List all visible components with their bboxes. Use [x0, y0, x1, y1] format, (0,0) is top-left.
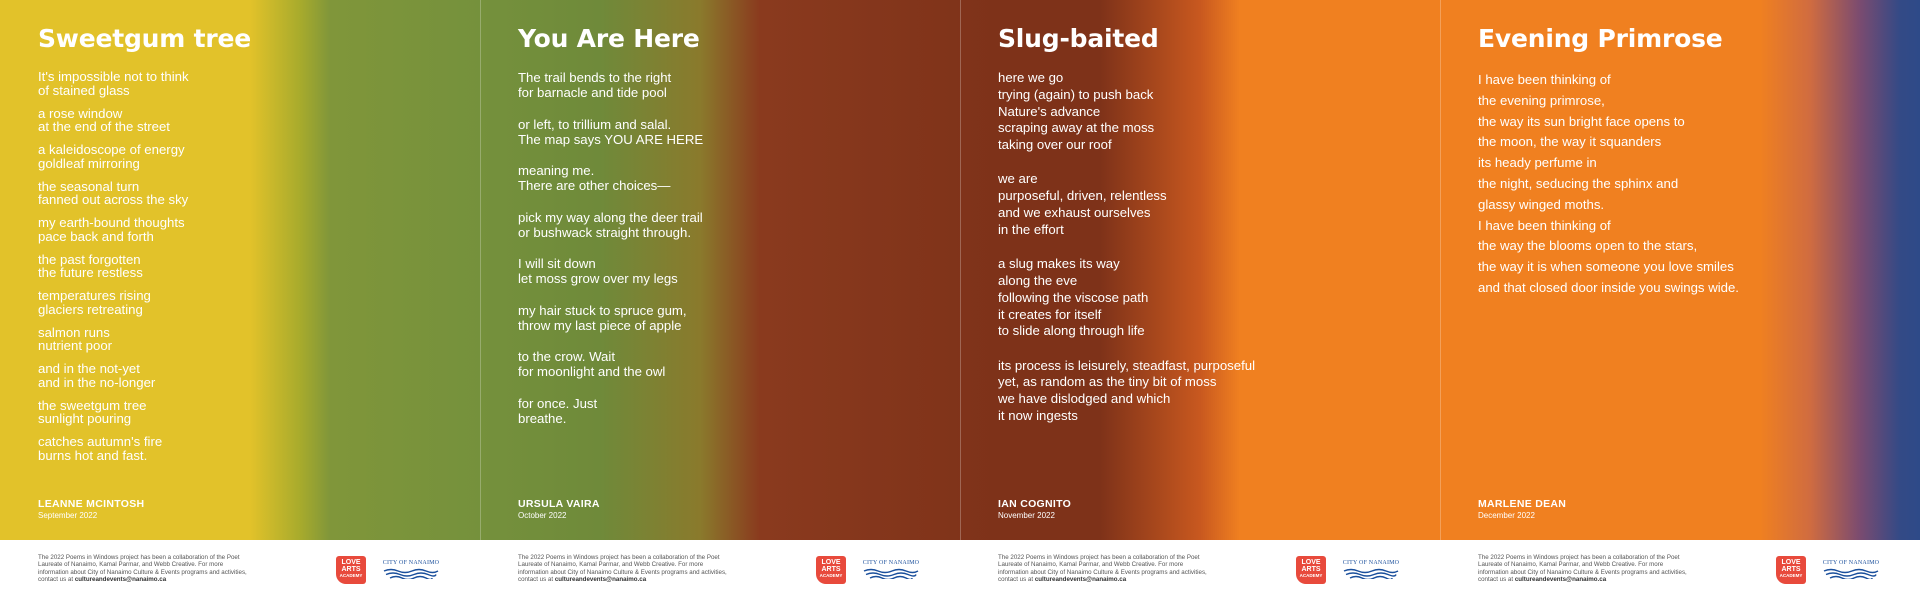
poem-stanza [998, 256, 1428, 340]
poem-date: December 2022 [1478, 511, 1535, 520]
poem-stanza [518, 349, 948, 379]
poet-name: MARLENE DEAN [1478, 498, 1567, 510]
poem-line: or left, to trillium and salal. [518, 116, 672, 132]
poem-line: the past forgotten [38, 251, 141, 267]
poem-line: at the end of the street [38, 119, 170, 134]
poem-line: glaciers retreating [38, 301, 143, 317]
poem-stanza [518, 163, 948, 193]
logo-lal-line: ARTS [341, 566, 361, 573]
credit-text: The 2022 Poems in Windows project has been a collaboration of the Poet Laureate of Nanaimo, Kamal Parmar, and Webb Creative. For more information about City of Nanaimo Culture & Events programs and activities, contact us at [518, 554, 727, 584]
poem-line: salmon runs [38, 324, 110, 340]
poem-line: and in the no-longer [38, 374, 156, 390]
poem-body [1478, 70, 1908, 299]
city-logo-text: CITY OF NANAIMO [382, 560, 440, 566]
poem-line: Nature's advance [998, 103, 1101, 119]
city-of-nanaimo-logo [382, 560, 440, 578]
city-logo-text: CITY OF NANAIMO [1822, 560, 1880, 566]
poem-stanza [518, 70, 948, 100]
credit-text: The 2022 Poems in Windows project has been a collaboration of the Poet Laureate of Nanaimo, Kamal Parmar, and Webb Creative. For more information about City of Nanaimo Culture & Events programs and activities, contact us at [38, 554, 247, 584]
poet-name: IAN COGNITO [998, 498, 1072, 510]
poem-line: following the viscose path [998, 289, 1149, 305]
poem-stanza [1478, 70, 1908, 299]
poem-line: to slide along through life [998, 323, 1145, 339]
poem-title: Sweetgum tree [38, 24, 252, 53]
project-credit [998, 554, 1213, 584]
credit-email: cultureandevents@nanaimo.ca [1034, 576, 1127, 584]
love-arts-academy-logo [1776, 556, 1806, 584]
poem-line: my earth-bound thoughts [38, 215, 185, 230]
wave-icon [382, 568, 440, 579]
wave-icon [1342, 568, 1400, 579]
poem-stanza [38, 362, 468, 389]
poem-line: I will sit down [518, 256, 596, 271]
logo-lal-line: LOVE [1781, 559, 1801, 566]
poem-line: scraping away at the moss [998, 120, 1155, 136]
poem-line: in the effort [998, 221, 1064, 237]
poem-line: it now ingests [998, 408, 1078, 424]
poem-line: trying (again) to push back [998, 86, 1154, 102]
poem-line: throw my last piece of apple [518, 317, 682, 333]
poem-line: fanned out across the sky [38, 192, 189, 207]
credit-text: The 2022 Poems in Windows project has been a collaboration of the Poet Laureate of Nanaimo, Kamal Parmar, and Webb Creative. For more information about City of Nanaimo Culture & Events programs and activities, contact us at [1478, 554, 1687, 584]
logo-lal-line: LOVE [1301, 559, 1321, 566]
poem-line: The trail bends to the right [518, 70, 672, 85]
poem-stanza [518, 256, 948, 286]
poem-line: along the eve [998, 272, 1078, 288]
poem-line: the seasonal turn [38, 178, 140, 194]
poem-line: we have dislodged and which [998, 391, 1171, 407]
poem-date: September 2022 [38, 511, 98, 520]
poem-line: we are [998, 171, 1038, 187]
poem-stanza [38, 289, 468, 316]
poem-panel-2 [480, 0, 960, 600]
poem-line: nutrient poor [38, 338, 113, 353]
poem-line: my hair stuck to spruce gum, [518, 302, 687, 318]
poem-line: There are other choices— [518, 178, 671, 193]
love-arts-academy-logo [1296, 556, 1326, 584]
poem-line: of stained glass [38, 82, 130, 98]
poem-line: I have been thinking of [1478, 72, 1611, 87]
city-of-nanaimo-logo [1342, 560, 1400, 578]
poem-line: yet, as random as the tiny bit of moss [998, 374, 1217, 390]
poem-stanza [998, 358, 1428, 425]
poem-line: I have been thinking of [1478, 217, 1611, 233]
poem-line: and that closed door inside you swings wide. [1478, 279, 1739, 295]
poem-stanza [38, 143, 468, 170]
poem-body [38, 70, 468, 462]
wave-icon [862, 568, 920, 579]
poem-line: temperatures rising [38, 288, 151, 303]
poem-line: its heady perfume in [1478, 155, 1597, 171]
poem-stanza [38, 399, 468, 426]
logo-lal-line: ACADEMY [339, 573, 363, 578]
logo-lal-line: ARTS [1781, 566, 1801, 573]
poem-date: October 2022 [518, 511, 567, 520]
poem-line: or bushwack straight through. [518, 224, 691, 240]
logo-lal-line: LOVE [341, 559, 361, 566]
poem-line: the night, seducing the sphinx and [1478, 175, 1679, 191]
poem-date: November 2022 [998, 511, 1055, 520]
wave-icon [1822, 568, 1880, 579]
poem-line: the future restless [38, 265, 143, 280]
poem-line: to the crow. Wait [518, 349, 615, 364]
poem-body [998, 70, 1428, 425]
project-credit [38, 554, 253, 584]
poem-stanza [998, 171, 1428, 238]
poem-stanza [38, 107, 468, 134]
poet-name: URSULA VAIRA [518, 498, 600, 510]
credit-email: cultureandevents@nanaimo.ca [1514, 576, 1607, 584]
poem-line: pick my way along the deer trail [518, 209, 703, 225]
poem-body [518, 70, 948, 426]
logo-lal-line: ACADEMY [819, 573, 843, 578]
poem-line: taking over our roof [998, 137, 1112, 153]
poem-line: let moss grow over my legs [518, 271, 678, 286]
poem-stanza [998, 70, 1428, 154]
poem-line: and in the not-yet [38, 361, 140, 376]
poem-line: a slug makes its way [998, 256, 1120, 272]
poem-title: Slug-baited [998, 24, 1159, 53]
city-logo-text: CITY OF NANAIMO [862, 560, 920, 566]
poem-line: catches autumn's fire [38, 434, 163, 449]
poem-title: You Are Here [518, 24, 700, 53]
city-of-nanaimo-logo [862, 560, 920, 578]
poem-line: purposeful, driven, relentless [998, 188, 1167, 204]
poem-stanza [38, 180, 468, 207]
poem-line: for once. Just [518, 395, 598, 411]
love-arts-academy-logo [336, 556, 366, 584]
poem-line: the way the blooms open to the stars, [1478, 238, 1698, 254]
poem-stanza [38, 216, 468, 243]
poem-line: it creates for itself [998, 306, 1102, 322]
poem-stanza [38, 253, 468, 280]
project-credit [1478, 554, 1693, 584]
poem-line: its process is leisurely, steadfast, purposeful [998, 357, 1256, 373]
poem-line: the sweetgum tree [38, 397, 147, 413]
poem-line: meaning me. [518, 163, 595, 178]
credit-text: The 2022 Poems in Windows project has been a collaboration of the Poet Laureate of Nanaimo, Kamal Parmar, and Webb Creative. For more information about City of Nanaimo Culture & Events programs and activities, contact us at [998, 554, 1207, 584]
poem-stanza [518, 303, 948, 333]
credit-email: cultureandevents@nanaimo.ca [74, 576, 167, 584]
poem-title: Evening Primrose [1478, 24, 1723, 53]
poem-line: The map says YOU ARE HERE [518, 131, 704, 147]
poem-panel-3 [960, 0, 1440, 600]
poem-line: the way its sun bright face opens to [1478, 113, 1685, 129]
love-arts-academy-logo [816, 556, 846, 584]
poem-stanza [38, 70, 468, 97]
poem-line: the moon, the way it squanders [1478, 134, 1662, 150]
poem-panel-4 [1440, 0, 1920, 600]
poem-stanza [38, 326, 468, 353]
poem-stanza [518, 117, 948, 147]
city-logo-text: CITY OF NANAIMO [1342, 560, 1400, 566]
poem-line: burns hot and fast. [38, 447, 148, 463]
poem-line: glassy winged moths. [1478, 196, 1605, 212]
poem-line: pace back and forth [38, 228, 154, 244]
logo-lal-line: ACADEMY [1299, 573, 1323, 578]
poem-line: breathe. [518, 410, 567, 426]
logo-lal-line: ACADEMY [1779, 573, 1803, 578]
logo-lal-line: LOVE [821, 559, 841, 566]
poem-stanza [518, 396, 948, 426]
poem-line: a kaleidoscope of energy [38, 142, 185, 157]
poem-line: for moonlight and the owl [518, 364, 666, 379]
poem-line: goldleaf mirroring [38, 155, 140, 171]
credit-email: cultureandevents@nanaimo.ca [554, 576, 647, 584]
poem-line: and we exhaust ourselves [998, 205, 1151, 221]
poem-panel-1 [0, 0, 480, 600]
logo-lal-line: ARTS [1301, 566, 1321, 573]
poem-stanza [38, 435, 468, 462]
poem-stanza [518, 210, 948, 240]
poet-name: LEANNE MCINTOSH [38, 498, 145, 510]
poem-line: the evening primrose, [1478, 92, 1605, 108]
poem-line: the way it is when someone you love smiles [1478, 259, 1734, 275]
poem-line: here we go [998, 70, 1064, 85]
poem-line: for barnacle and tide pool [518, 85, 667, 100]
poem-line: It's impossible not to think [38, 69, 189, 84]
poem-line: a rose window [38, 105, 123, 121]
logo-lal-line: ARTS [821, 566, 841, 573]
poem-line: sunlight pouring [38, 411, 132, 426]
project-credit [518, 554, 733, 584]
city-of-nanaimo-logo [1822, 560, 1880, 578]
